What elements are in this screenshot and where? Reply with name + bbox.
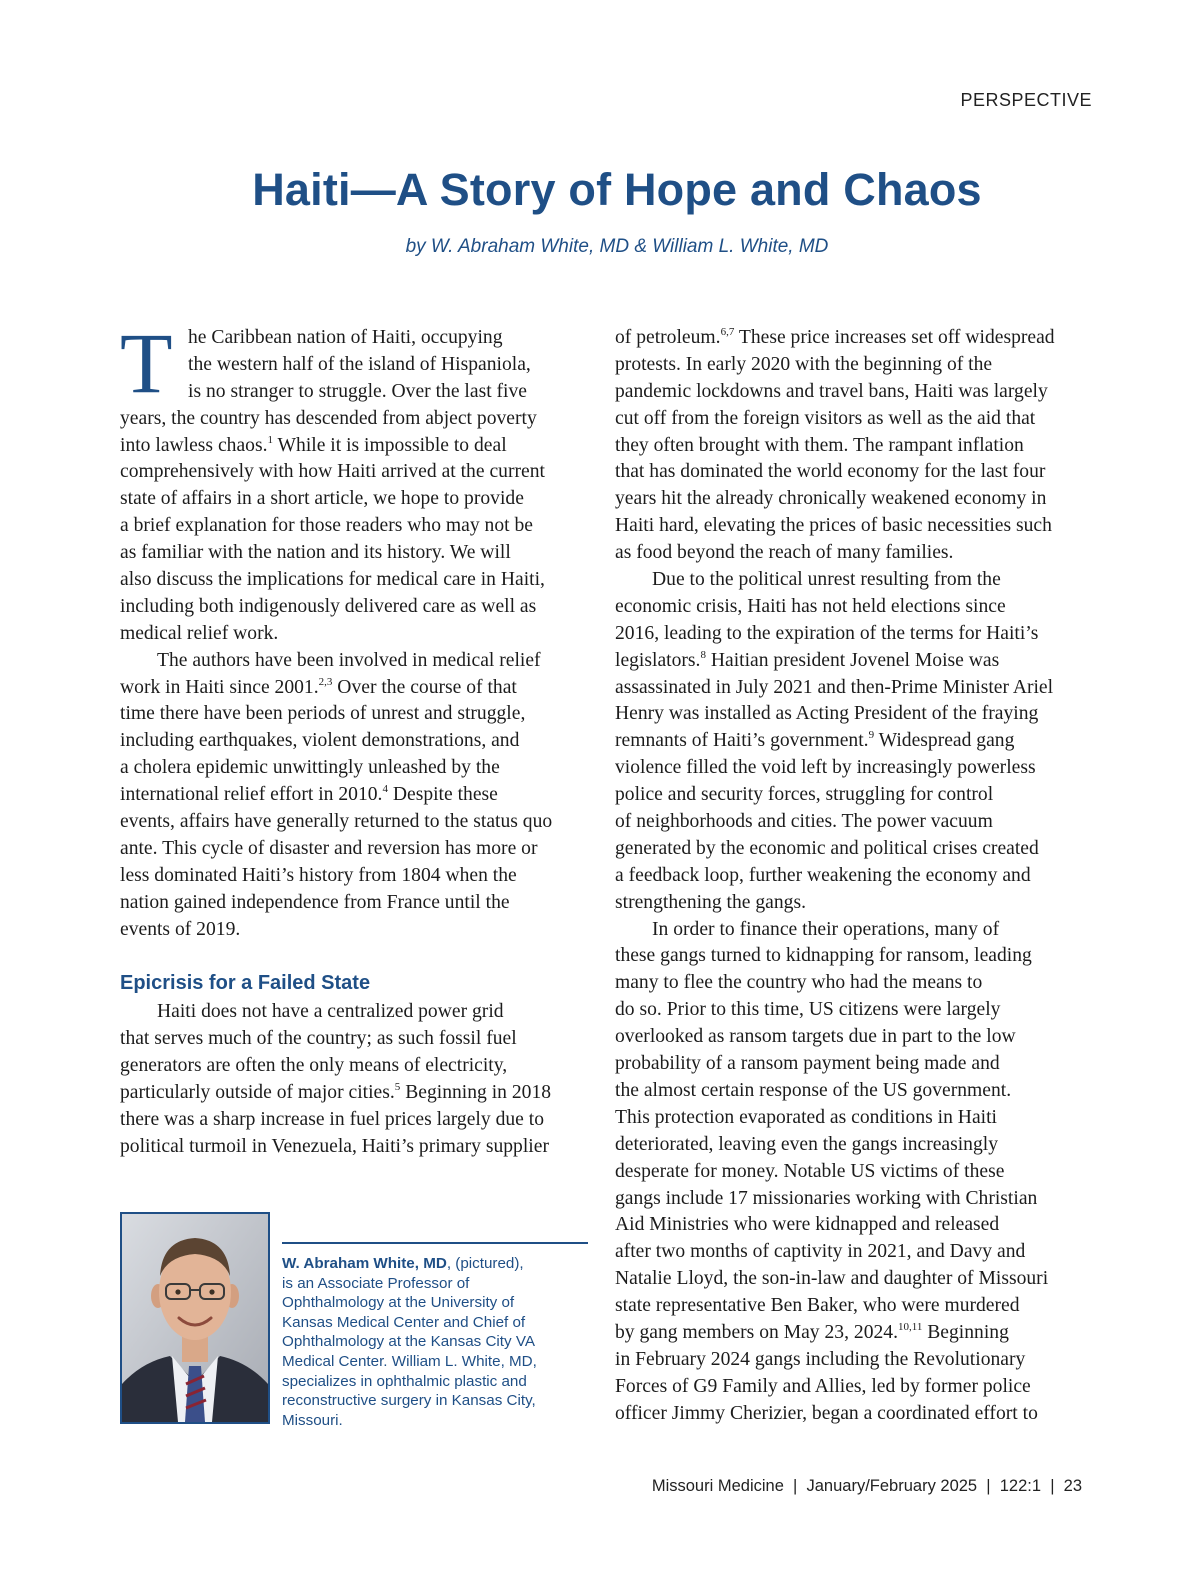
text-line: the almost certain response of the US government. xyxy=(615,1079,1012,1101)
text-line: in February 2024 gangs including the Revolutionary xyxy=(615,1348,1026,1370)
text-line: Natalie Lloyd, the son-in-law and daughter of Missouri xyxy=(615,1268,1049,1290)
text-line: Haiti does not have a centralized power grid xyxy=(157,1001,504,1023)
reference-mark: 4 xyxy=(382,783,388,796)
bio-author-name: W. Abraham White, MD xyxy=(282,1255,447,1272)
text-line: Due to the political unrest resulting from the xyxy=(652,569,1001,591)
left-column xyxy=(120,315,595,1161)
text-line: events of 2019. xyxy=(120,918,241,940)
text-line: state of affairs in a short article, we hope to provide xyxy=(120,488,524,510)
reference-mark: 9 xyxy=(868,729,875,742)
text-line: generators are often the only means of electricity, xyxy=(120,1055,508,1077)
author-bio xyxy=(282,1254,588,1430)
reference-mark: 2,3 xyxy=(318,675,333,688)
text-line: do so. Prior to this time, US citizens were largely xyxy=(615,999,1001,1021)
text-line: probability of a ransom payment being made and xyxy=(615,1053,1000,1075)
text-line: strengthening the gangs. xyxy=(615,891,807,913)
text-line: a feedback loop, further weakening the economy and xyxy=(615,864,1031,886)
reference-mark: 8 xyxy=(700,648,706,661)
text-line: state representative Ben Baker, who were murdered xyxy=(615,1295,1020,1317)
text-line: cut off from the foreign visitors as well as the aid that xyxy=(615,407,1036,429)
bio-line: specializes in ophthalmic plastic and xyxy=(282,1372,527,1390)
text-line: including both indigenously delivered care as well as xyxy=(120,595,537,617)
text-line: of neighborhoods and cities. The power vacuum xyxy=(615,811,993,833)
text-line: less dominated Haiti’s history from 1804 when the xyxy=(120,864,517,886)
text-line: legislators.$^8$ Haitian president Jovenel Moise was xyxy=(615,648,1000,671)
text-line: overlooked as ransom targets due in part to the low xyxy=(615,1026,1016,1048)
text-line: years hit the already chronically weakened economy in xyxy=(615,488,1047,510)
article-byline: by W. Abraham White, MD & William L. White, MD xyxy=(405,236,829,257)
text-line: as familiar with the nation and its history. We will xyxy=(120,542,511,564)
text-line: these gangs turned to kidnapping for ransom, leading xyxy=(615,945,1032,967)
reference-mark: 6,7 xyxy=(720,326,735,338)
author-photo xyxy=(120,1212,270,1424)
bio-line: is an Associate Professor of xyxy=(282,1274,470,1292)
bio-line: Missouri. xyxy=(282,1411,343,1429)
text-line: particularly outside of major cities.$^5$ Beginning in 2018 xyxy=(120,1081,552,1104)
text-line: assassinated in July 2021 and then-Prime Minister Ariel xyxy=(615,676,1054,698)
text-line: ante. This cycle of disaster and reversion has more or xyxy=(120,837,538,859)
text-line: remnants of Haiti’s government.$^9$ Widespread gang xyxy=(615,729,1015,752)
bio-line: reconstructive surgery in Kansas City, xyxy=(282,1392,536,1410)
text-line: events, affairs have generally returned to the status quo xyxy=(120,811,553,833)
text-line: many to flee the country who had the means to xyxy=(615,972,983,994)
text-line: nation gained independence from France until the xyxy=(120,891,510,913)
text-line: pandemic lockdowns and travel bans, Haiti was largely xyxy=(615,380,1048,402)
page-footer: Missouri Medicine | January/February 2025 | 122:1 | 23 xyxy=(651,1477,1082,1495)
reference-mark: 1 xyxy=(267,433,273,446)
text-line: there was a sharp increase in fuel prices largely due to xyxy=(120,1109,544,1131)
text-line: economic crisis, Haiti has not held elections since xyxy=(615,595,1006,617)
text-line: the western half of the island of Hispaniola, xyxy=(188,353,531,375)
text-line: Henry was installed as Acting President of the fraying xyxy=(615,703,1039,725)
section-label: PERSPECTIVE xyxy=(960,90,1092,110)
bio-divider xyxy=(282,1242,588,1244)
text-line: deteriorated, leaving even the gangs increasingly xyxy=(615,1133,999,1155)
reference-mark: 10,11 xyxy=(897,1320,923,1333)
text-line: years, the country has descended from abject poverty xyxy=(120,407,537,429)
text-line: The authors have been involved in medical relief xyxy=(157,649,541,671)
text-line: This protection evaporated as conditions in Haiti xyxy=(615,1106,997,1128)
reference-mark: 5 xyxy=(394,1081,401,1094)
text-line: gangs include 17 missionaries working with Christian xyxy=(615,1187,1038,1209)
text-line: that serves much of the country; as such fossil fuel xyxy=(120,1028,517,1050)
bio-line: Kansas Medical Center and Chief of xyxy=(282,1313,526,1331)
text-line: medical relief work. xyxy=(120,622,279,644)
text-line: political turmoil in Venezuela, Haiti’s primary supplier xyxy=(120,1135,549,1157)
text-line: work in Haiti since 2001.$^{2,3}$ Over the course of that xyxy=(120,675,517,698)
text-line: that has dominated the world economy for the last four xyxy=(615,461,1046,483)
text-line: including earthquakes, violent demonstrations, and xyxy=(120,730,520,752)
text-line: a brief explanation for those readers who may not be xyxy=(120,515,533,537)
drop-cap: T xyxy=(120,315,173,411)
text-line: by gang members on May 23, 2024.$^{10,11}$ Beginning xyxy=(615,1320,1009,1343)
text-line: In order to finance their operations, many of xyxy=(652,918,1000,940)
text-line: they often brought with them. The rampant inflation xyxy=(615,434,1024,456)
text-line: is no stranger to struggle. Over the last five xyxy=(188,380,527,402)
right-column xyxy=(615,325,1095,1428)
article-title: Haiti—A Story of Hope and Chaos xyxy=(252,164,982,215)
text-line: international relief effort in 2010.$^4$ Despite these xyxy=(120,783,498,806)
text-line: after two months of captivity in 2021, and Davy and xyxy=(615,1241,1026,1263)
bio-line: W. Abraham White, MD, (pictured), xyxy=(282,1255,524,1272)
text-line: generated by the economic and political crises created xyxy=(615,837,1039,859)
text-line: of petroleum.$^{6,7}$ These price increases set off widespread xyxy=(615,326,1055,348)
text-line: into lawless chaos.$^1$ While it is impossible to deal xyxy=(120,433,507,456)
bio-line: Ophthalmology at the Kansas City VA xyxy=(282,1333,535,1351)
text-line: also discuss the implications for medical care in Haiti, xyxy=(120,569,545,591)
text-line: desperate for money. Notable US victims of these xyxy=(615,1160,1005,1182)
text-line: 2016, leading to the expiration of the terms for Haiti’s xyxy=(615,622,1039,644)
text-line: Haiti hard, elevating the prices of basic necessities such xyxy=(615,515,1052,537)
text-line: he Caribbean nation of Haiti, occupying xyxy=(188,327,503,348)
text-line: officer Jimmy Cherizier, began a coordinated effort to xyxy=(615,1402,1038,1424)
bio-line: Ophthalmology at the University of xyxy=(282,1294,515,1312)
text-line: police and security forces, struggling for control xyxy=(615,784,994,806)
text-line: a cholera epidemic unwittingly unleashed by the xyxy=(120,757,500,779)
text-line: Aid Ministries who were kidnapped and released xyxy=(615,1214,1000,1236)
text-line: comprehensively with how Haiti arrived at the current xyxy=(120,461,545,483)
bio-line: Medical Center. William L. White, MD, xyxy=(282,1352,537,1370)
text-line: Forces of G9 Family and Allies, led by former police xyxy=(615,1375,1031,1397)
section-heading: Epicrisis for a Failed State xyxy=(120,972,371,995)
text-line: as food beyond the reach of many families. xyxy=(615,542,954,564)
text-line: violence filled the void left by increasingly powerless xyxy=(615,757,1036,779)
text-line: protests. In early 2020 with the beginning of the xyxy=(615,353,993,375)
text-line: time there have been periods of unrest and struggle, xyxy=(120,703,526,725)
